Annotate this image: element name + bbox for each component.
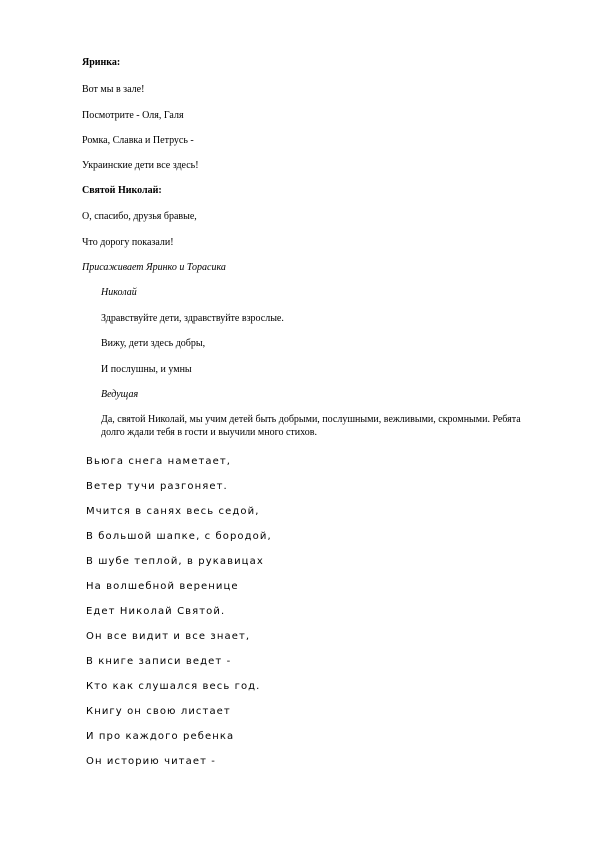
script-line: Украинские дети все здесь! [82, 160, 199, 171]
script-line: Здравствуйте дети, здравствуйте взрослые. [101, 313, 284, 324]
poem-line: В шубе теплой, в рукавицах [86, 556, 264, 567]
poem-line: Вьюга снега наметает, [86, 456, 232, 467]
script-line: Что дорогу показали! [82, 237, 174, 248]
poem-line: На волшебной веренице [86, 581, 239, 592]
poem-line: Едет Николай Святой. [86, 606, 226, 617]
stage-direction: Присаживает Яринко и Торасика [82, 262, 226, 273]
speaker-nikolai: Святой Николай: [82, 185, 162, 196]
poem-line: Он историю читает - [86, 756, 216, 767]
poem-line: Кто как слушался весь год. [86, 681, 261, 692]
poem-line: Он все видит и все знает, [86, 631, 251, 642]
speaker-nikolai-2: Николай [101, 287, 137, 298]
poem-line: Мчится в санях весь седой, [86, 506, 260, 517]
speaker-yarinka: Яринка: [82, 57, 121, 68]
script-line: И послушны, и умны [101, 364, 192, 375]
script-line: Ромка, Славка и Петрусь - [82, 135, 194, 146]
poem-line: Ветер тучи разгоняет. [86, 481, 228, 492]
poem-line: Книгу он свою листает [86, 706, 231, 717]
poem-line: И про каждого ребенка [86, 731, 235, 742]
script-line: Вот мы в зале! [82, 84, 145, 95]
script-line: О, спасибо, друзья бравые, [82, 211, 197, 222]
script-line: Посмотрите - Оля, Галя [82, 110, 184, 121]
script-line: Вижу, дети здесь добры, [101, 338, 206, 349]
poem-line: В большой шапке, с бородой, [86, 531, 272, 542]
speaker-host: Ведущая [101, 389, 139, 400]
poem-line: В книге записи ведет - [86, 656, 232, 667]
host-paragraph: Да, святой Николай, мы учим детей быть добрыми, послушными, вежливыми, скромными. Ребята долго ждали тебя в гости и выучили много стихов. [101, 414, 521, 438]
